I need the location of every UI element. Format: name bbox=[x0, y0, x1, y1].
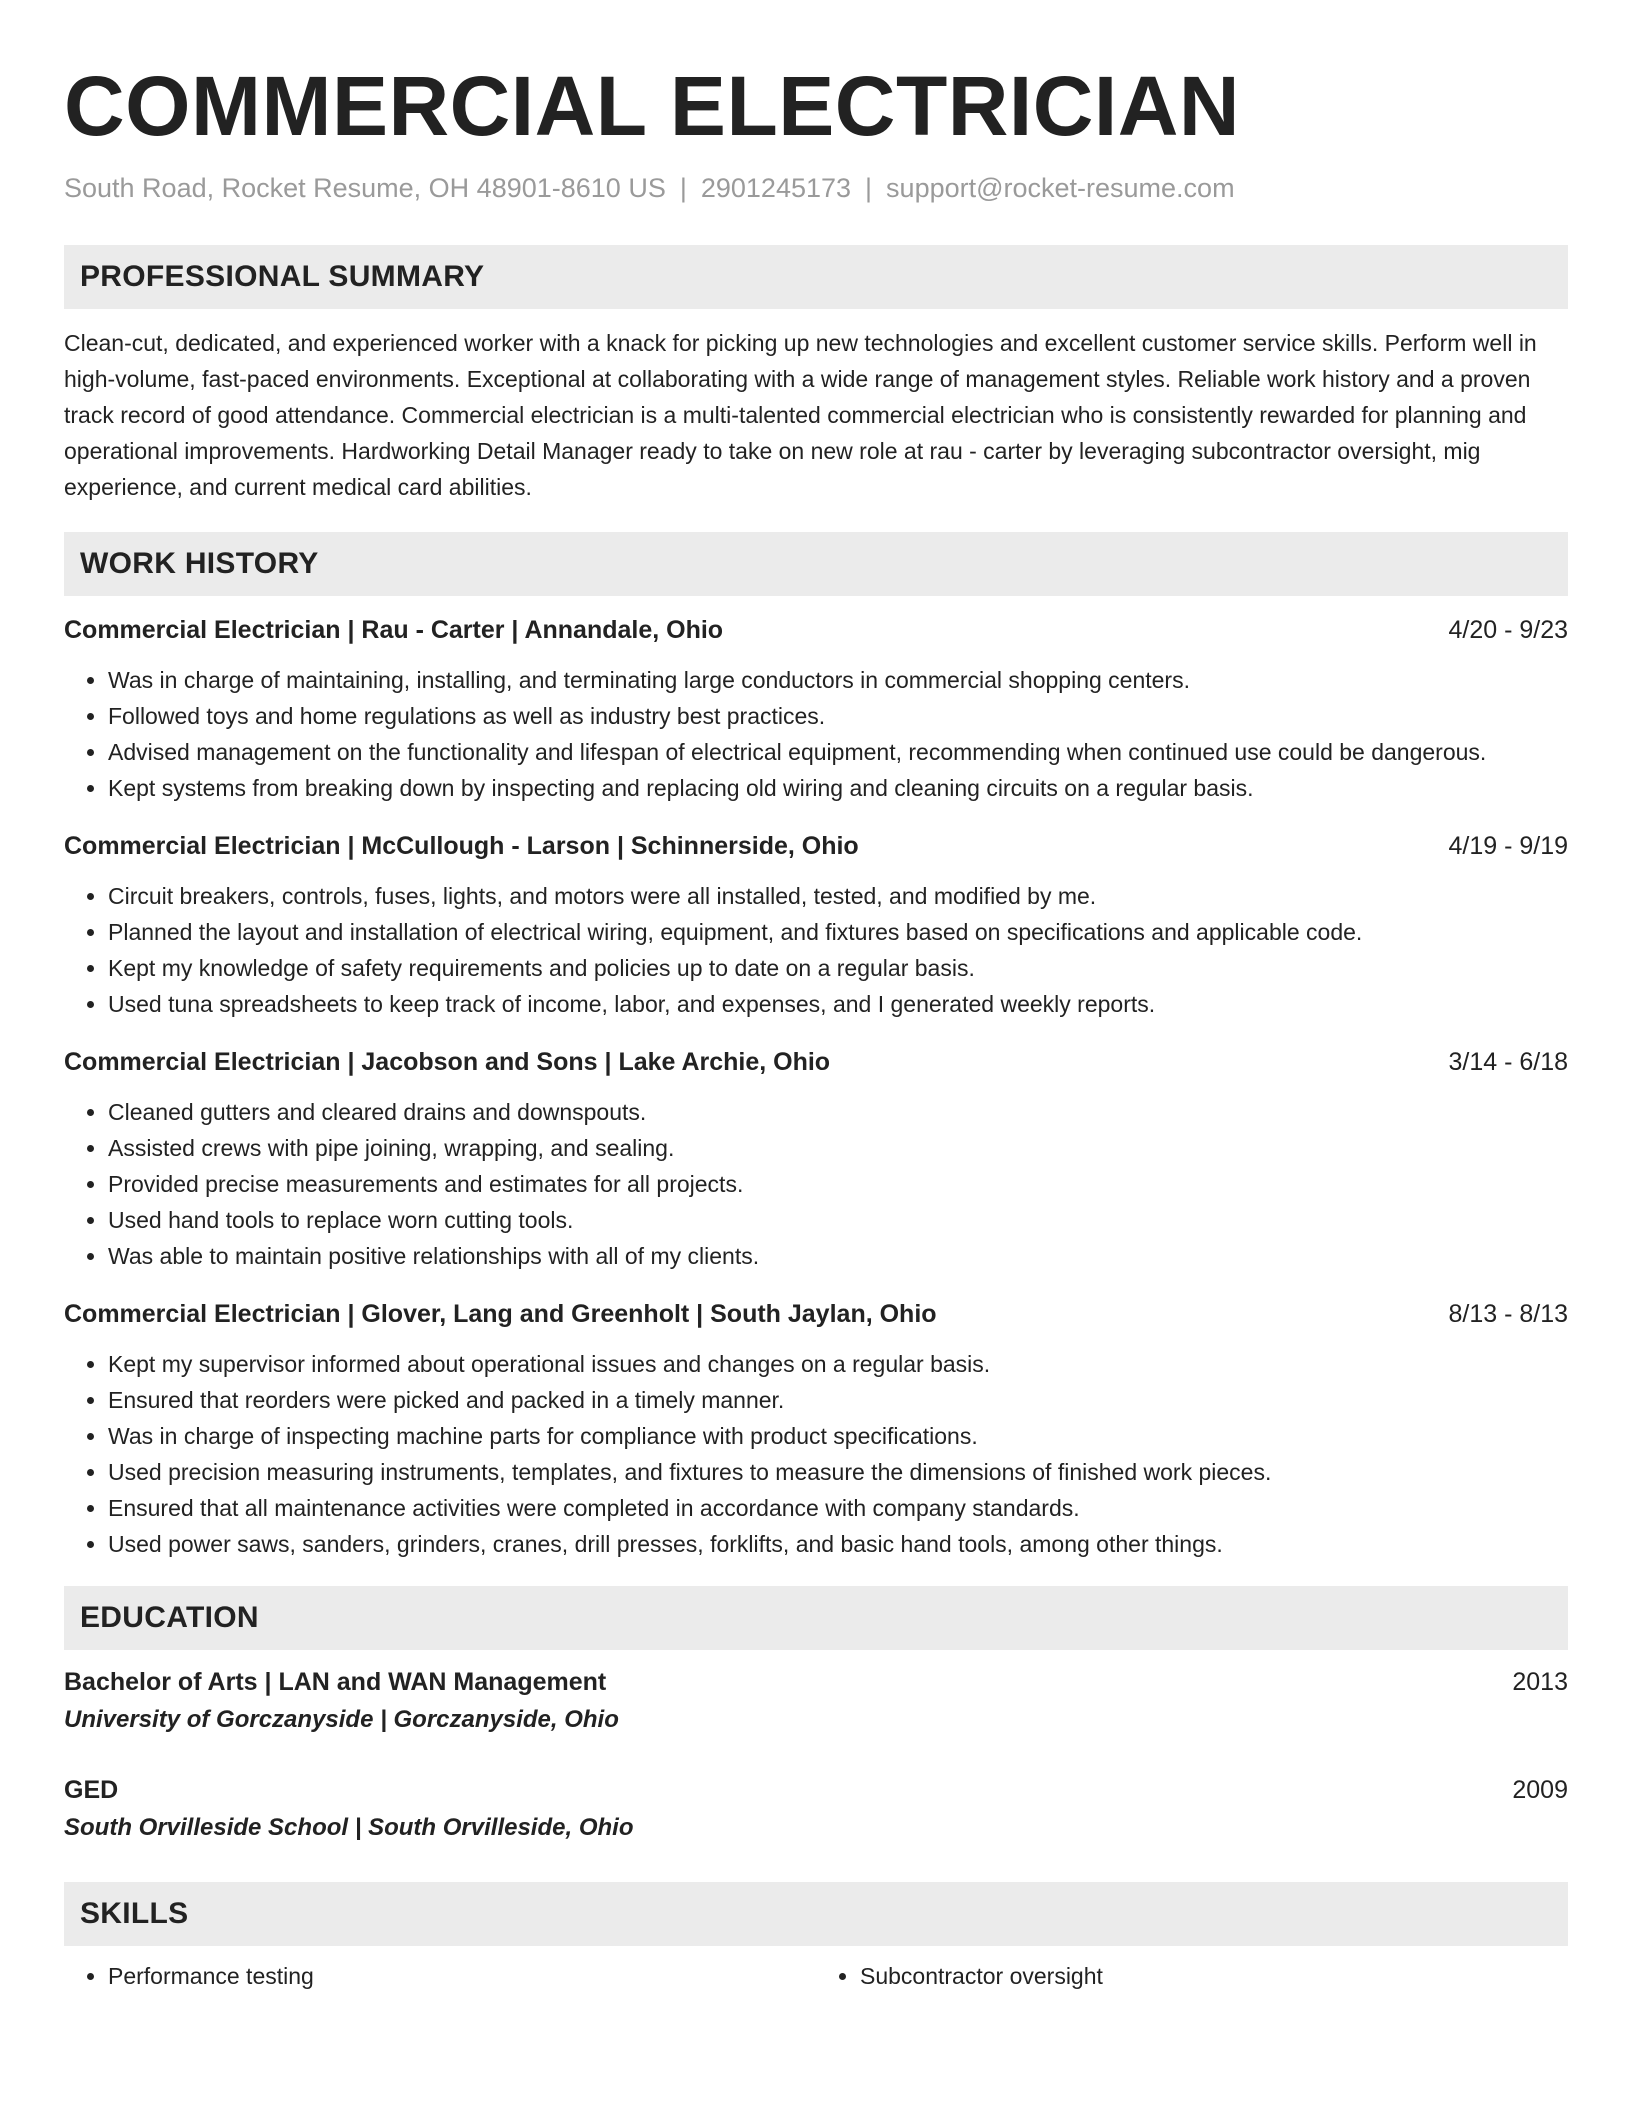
list-item: • Subcontractor oversight bbox=[860, 1958, 1568, 1994]
skills-list bbox=[64, 1958, 1568, 1994]
job-entry bbox=[64, 1044, 1568, 1274]
section-header-work-history: WORK HISTORY bbox=[64, 532, 1568, 596]
summary-text: Clean-cut, dedicated, and experienced worker with a knack for picking up new technologies and excellent customer service skills. Perform well in high-volume, fast-paced environments. Exceptional at collaborating with a wide range of management styles. Reliable work history and a proven track record of good attendance. Commercial electrician is a multi-talented commercial electrician who is consistently rewarded for planning and operational improvements. Hardworking Detail Manager ready to take on new role at rau - carter by leveraging subcontractor oversight, mig experience, and current medical card abilities. bbox=[64, 330, 1537, 500]
job-entry bbox=[64, 612, 1568, 806]
job-entry bbox=[64, 828, 1568, 1022]
job-dates: 4/20 - 9/23 bbox=[1448, 616, 1568, 644]
job-title: Commercial Electrician | Jacobson and Sons | Lake Archie, Ohio bbox=[64, 1048, 831, 1076]
job-dates: 8/13 - 8/13 bbox=[1448, 1300, 1568, 1328]
list-item: • Followed toys and home regulations as well as industry best practices. bbox=[108, 698, 1568, 734]
education-year: 2013 bbox=[1512, 1668, 1568, 1696]
job-title: Commercial Electrician | Glover, Lang and Greenholt | South Jaylan, Ohio bbox=[64, 1300, 937, 1328]
list-item: • Ensured that all maintenance activities were completed in accordance with company standards. bbox=[108, 1490, 1568, 1526]
list-item: • Cleaned gutters and cleared drains and downspouts. bbox=[108, 1094, 1568, 1130]
list-item: • Provided precise measurements and estimates for all projects. bbox=[108, 1166, 1568, 1202]
job-entry bbox=[64, 1296, 1568, 1562]
contact-separator: | bbox=[679, 173, 687, 203]
list-item: • Kept systems from breaking down by inspecting and replacing old wiring and cleaning circuits on a regular basis. bbox=[108, 770, 1568, 806]
list-item: • Kept my supervisor informed about operational issues and changes on a regular basis. bbox=[108, 1346, 1568, 1382]
list-item: • Performance testing bbox=[108, 1958, 816, 1994]
job-title: Commercial Electrician | McCullough - Larson | Schinnerside, Ohio bbox=[64, 832, 859, 860]
job-bullets bbox=[64, 878, 1568, 1022]
list-item: • Used power saws, sanders, grinders, cranes, drill presses, forklifts, and basic hand tools, among other things. bbox=[108, 1526, 1568, 1562]
list-item: • Circuit breakers, controls, fuses, lights, and motors were all installed, tested, and modified by me. bbox=[108, 878, 1568, 914]
skills-column-left bbox=[64, 1958, 816, 1994]
job-title: Commercial Electrician | Rau - Carter | Annandale, Ohio bbox=[64, 616, 724, 644]
list-item: • Advised management on the functionality and lifespan of electrical equipment, recommending when continued use could be dangerous. bbox=[108, 734, 1568, 770]
resume-name: COMMERCIAL ELECTRICIAN bbox=[64, 59, 1241, 153]
contact-line bbox=[64, 170, 1568, 206]
list-item: • Used hand tools to replace worn cutting tools. bbox=[108, 1202, 1568, 1238]
list-item: • Assisted crews with pipe joining, wrapping, and sealing. bbox=[108, 1130, 1568, 1166]
list-item: • Used precision measuring instruments, templates, and fixtures to measure the dimensions of finished work pieces. bbox=[108, 1454, 1568, 1490]
contact-address: South Road, Rocket Resume, OH 48901-8610 US bbox=[64, 173, 666, 203]
education-entry bbox=[64, 1664, 1568, 1738]
education-degree: Bachelor of Arts | LAN and WAN Management bbox=[64, 1668, 607, 1696]
job-bullets bbox=[64, 1346, 1568, 1562]
section-header-education: EDUCATION bbox=[64, 1586, 1568, 1650]
section-header-skills: SKILLS bbox=[64, 1882, 1568, 1946]
contact-email: support@rocket-resume.com bbox=[886, 173, 1235, 203]
education-school: University of Gorczanyside | Gorczanyside, Ohio bbox=[64, 1706, 619, 1733]
skills-column-right bbox=[816, 1958, 1568, 1994]
list-item: • Was able to maintain positive relationships with all of my clients. bbox=[108, 1238, 1568, 1274]
education-school: South Orvilleside School | South Orvilleside, Ohio bbox=[64, 1814, 634, 1841]
education-year: 2009 bbox=[1512, 1776, 1568, 1804]
education-degree: GED bbox=[64, 1776, 119, 1804]
list-item: • Was in charge of inspecting machine parts for compliance with product specifications. bbox=[108, 1418, 1568, 1454]
section-header-summary: PROFESSIONAL SUMMARY bbox=[64, 245, 1568, 309]
education-entry bbox=[64, 1772, 1568, 1846]
contact-separator: | bbox=[865, 173, 873, 203]
list-item: • Planned the layout and installation of electrical wiring, equipment, and fixtures based on specifications and applicable code. bbox=[108, 914, 1568, 950]
contact-phone: 2901245173 bbox=[700, 173, 852, 203]
list-item: • Ensured that reorders were picked and packed in a timely manner. bbox=[108, 1382, 1568, 1418]
list-item: • Was in charge of maintaining, installing, and terminating large conductors in commercial shopping centers. bbox=[108, 662, 1568, 698]
job-bullets bbox=[64, 1094, 1568, 1274]
job-bullets bbox=[64, 662, 1568, 806]
list-item: • Used tuna spreadsheets to keep track of income, labor, and expenses, and I generated weekly reports. bbox=[108, 986, 1568, 1022]
list-item: • Kept my knowledge of safety requirements and policies up to date on a regular basis. bbox=[108, 950, 1568, 986]
job-dates: 4/19 - 9/19 bbox=[1448, 832, 1568, 860]
job-dates: 3/14 - 6/18 bbox=[1448, 1048, 1568, 1076]
